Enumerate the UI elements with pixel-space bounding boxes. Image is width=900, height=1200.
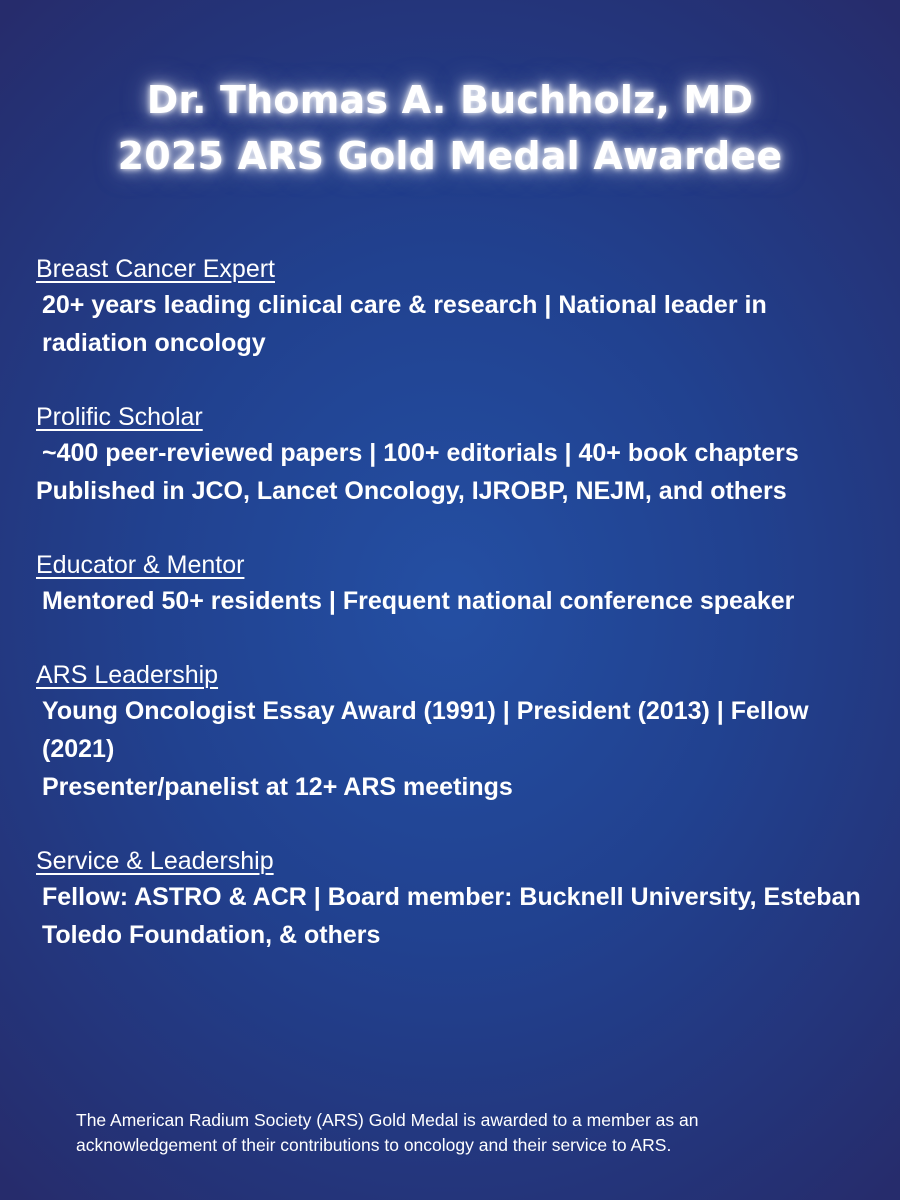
section-breast-cancer-expert [36,252,866,362]
title-name: Dr. Thomas A. Buchholz, MD [146,78,754,122]
section-ars-leadership [36,658,866,806]
content [36,252,866,992]
section-line: Mentored 50+ residents | Frequent national conference speaker [42,587,795,615]
section-line: 20+ years leading clinical care & research | National leader in radiation oncology [42,291,767,357]
title-award: 2025 ARS Gold Medal Awardee [117,134,783,178]
section-line: Young Oncologist Essay Award (1991) | President (2013) | Fellow (2021) [42,697,809,763]
footer-note: The American Radium Society (ARS) Gold Medal is awarded to a member as an acknowledgement of their contributions to oncology and their service to ARS. [76,1110,699,1155]
section-line: ~400 peer-reviewed papers | 100+ editorials | 40+ book chapters [42,439,799,467]
section-heading: ARS Leadership [36,661,219,689]
page-title [0,72,900,184]
section-heading: Educator & Mentor [36,551,245,579]
section-heading: Service & Leadership [36,847,274,875]
section-prolific-scholar [36,400,866,510]
section-line: Presenter/panelist at 12+ ARS meetings [42,773,513,801]
section-line: Fellow: ASTRO & ACR | Board member: Bucknell University, Esteban Toledo Foundation, & others [42,883,861,949]
section-heading: Breast Cancer Expert [36,255,275,283]
section-service-leadership [36,844,866,954]
section-line: Published in JCO, Lancet Oncology, IJROBP, NEJM, and others [36,477,787,505]
section-heading: Prolific Scholar [36,403,203,431]
section-educator-mentor [36,548,866,620]
